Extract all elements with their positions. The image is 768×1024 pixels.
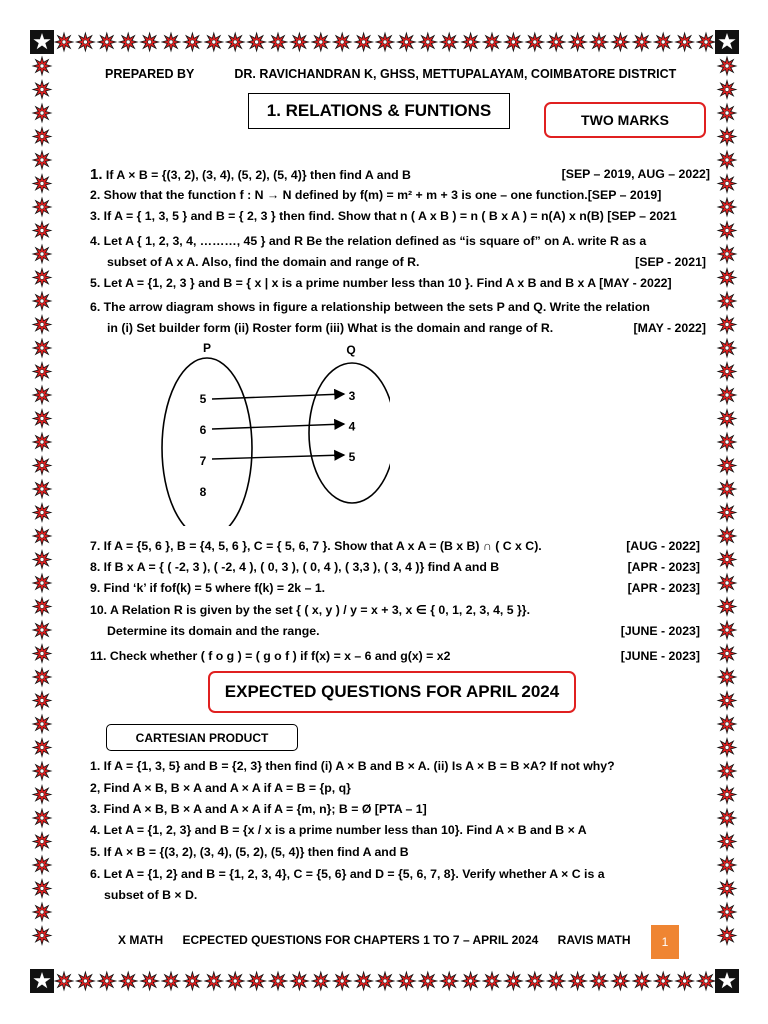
question-text: 11. Check whether ( f o g ) = ( g o f ) if f(x) = x – 6 and g(x) = x2 [90, 649, 451, 663]
question-line [90, 536, 710, 557]
red-star-icon [205, 33, 223, 51]
red-star-icon [419, 33, 437, 51]
red-star-icon [141, 33, 159, 51]
red-star-icon [718, 151, 736, 169]
question-text: 4. Let A { 1, 2, 3, 4, ………, 45 } and R Be the relation defined as “is square of” on A. write R as a [90, 234, 647, 248]
red-star-icon [397, 33, 415, 51]
red-star-icon [33, 151, 51, 169]
expected-question-item [90, 756, 710, 777]
question-item [90, 536, 710, 557]
red-star-icon [718, 715, 736, 733]
question-line [90, 646, 710, 667]
red-star-icon [269, 33, 287, 51]
set-p-label: P [202, 341, 212, 355]
exam-tag: [APR - 2023] [627, 581, 700, 595]
question-number: 1. [90, 166, 103, 183]
red-star-icon [526, 33, 544, 51]
question-text: 2, Find A × B, B × A and A × A if A = B = {p, q} [90, 781, 351, 795]
question-text: 5. If A × B = {(3, 2), (3, 4), (5, 2), (5, 4)} then find A and B [90, 845, 409, 859]
red-star-icon [355, 33, 373, 51]
red-star-icon [718, 668, 736, 686]
question-text: 3. If A = { 1, 3, 5 } and B = { 2, 3 } then find. Show that n ( A x B ) = n ( B x A ) = n(A) x n(B) [SEP – 2021 [90, 209, 677, 223]
red-star-icon [33, 222, 51, 240]
red-star-icon [718, 527, 736, 545]
red-star-icon [33, 574, 51, 592]
red-star-icon [33, 57, 51, 75]
red-star-icon [569, 972, 587, 990]
red-star-icon [697, 972, 715, 990]
question-line [90, 206, 710, 227]
set-q-label: Q [346, 343, 356, 357]
red-star-icon [547, 33, 565, 51]
set-p-ellipse [162, 358, 252, 526]
red-star-icon [718, 574, 736, 592]
red-star-icon [526, 972, 544, 990]
corner-star-icon [715, 30, 739, 54]
mapping-arrow-5-3 [212, 394, 344, 399]
cartesian-product-label: CARTESIAN PRODUCT [106, 724, 298, 751]
red-star-icon [718, 504, 736, 522]
red-star-icon [33, 175, 51, 193]
red-star-icon [462, 33, 480, 51]
red-star-icon [718, 57, 736, 75]
question-text: 8. If B x A = { ( -2, 3 ), ( -2, 4 ), ( 0, 3 ), ( 0, 4 ), ( 3,3 ), ( 3, 4 )} find A and B [90, 560, 500, 574]
red-star-icon [718, 457, 736, 475]
question-text: subset of A x A. Also, find the domain and range of R. [107, 255, 420, 269]
question-line [90, 621, 710, 642]
red-star-icon [718, 128, 736, 146]
red-star-icon [718, 739, 736, 757]
red-star-icon [269, 972, 287, 990]
red-star-icon [654, 972, 672, 990]
exam-tag: [JUNE - 2023] [620, 649, 700, 663]
mapping-arrow-7-5 [212, 455, 344, 459]
red-star-icon [654, 33, 672, 51]
exam-tag: [SEP - 2021] [635, 255, 706, 269]
red-star-icon [633, 33, 651, 51]
red-star-icon [718, 175, 736, 193]
corner-star-icon [30, 969, 54, 993]
question-line [90, 231, 710, 252]
red-star-icon [33, 433, 51, 451]
question-item [90, 164, 710, 186]
red-star-icon [419, 972, 437, 990]
two-marks-badge: TWO MARKS [544, 102, 706, 138]
red-star-icon [33, 786, 51, 804]
set-q-element: 5 [348, 450, 356, 464]
red-star-icon [333, 33, 351, 51]
red-star-icon [462, 972, 480, 990]
red-star-icon [718, 198, 736, 216]
red-star-icon [718, 222, 736, 240]
exam-tag: [APR - 2023] [627, 560, 700, 574]
red-star-icon [248, 33, 266, 51]
red-star-icon [33, 386, 51, 404]
red-star-icon [504, 972, 522, 990]
red-star-icon [718, 551, 736, 569]
red-star-icon [483, 972, 501, 990]
mapping-arrow-6-4 [212, 424, 344, 429]
red-star-icon [33, 833, 51, 851]
question-text: Determine its domain and the range. [107, 624, 320, 638]
red-star-icon [718, 833, 736, 851]
red-star-icon [55, 33, 73, 51]
question-text: subset of B × D. [104, 888, 198, 902]
red-star-icon [312, 33, 330, 51]
red-star-icon [33, 668, 51, 686]
red-star-icon [611, 972, 629, 990]
red-star-icon [33, 457, 51, 475]
red-star-icon [33, 762, 51, 780]
arrow-diagram [150, 336, 390, 526]
expected-question-item [90, 820, 710, 841]
question-line [90, 252, 710, 273]
question-text: 10. A Relation R is given by the set { ( x, y ) / y = x + 3, x ∈ { 0, 1, 2, 3, 4, 5 }}. [90, 603, 531, 617]
red-star-icon [376, 972, 394, 990]
red-star-icon [290, 33, 308, 51]
red-star-icon [33, 527, 51, 545]
red-star-icon [33, 504, 51, 522]
question-item [90, 297, 710, 339]
red-star-icon [141, 972, 159, 990]
prepared-by-header [105, 67, 676, 81]
question-line [90, 578, 710, 599]
exam-tag: [AUG - 2022] [626, 539, 700, 553]
set-q-element: 4 [348, 419, 356, 434]
red-star-icon [205, 972, 223, 990]
footer-subject: X MATH [118, 933, 164, 947]
red-star-icon [33, 198, 51, 216]
red-star-icon [718, 363, 736, 381]
red-star-icon [718, 81, 736, 99]
red-star-icon [33, 903, 51, 921]
red-star-icon [440, 33, 458, 51]
red-star-icon [33, 81, 51, 99]
red-star-icon [33, 739, 51, 757]
red-star-icon [590, 33, 608, 51]
red-star-icon [33, 363, 51, 381]
red-star-icon [355, 972, 373, 990]
red-star-icon [119, 972, 137, 990]
red-star-icon [33, 104, 51, 122]
red-star-icon [440, 972, 458, 990]
red-star-icon [718, 621, 736, 639]
exam-tag: [MAY - 2022] [633, 321, 706, 335]
question-line [90, 756, 710, 777]
corner-star-icon [715, 969, 739, 993]
red-star-icon [718, 786, 736, 804]
red-star-icon [33, 927, 51, 945]
red-star-icon [718, 809, 736, 827]
red-star-icon [226, 972, 244, 990]
red-star-icon [697, 33, 715, 51]
red-star-icon [676, 972, 694, 990]
question-text: in (i) Set builder form (ii) Roster form (iii) What is the domain and range of R. [107, 321, 554, 335]
author-credit: DR. RAVICHANDRAN K, GHSS, METTUPALAYAM, COIMBATORE DISTRICT [234, 67, 677, 81]
red-star-icon [397, 972, 415, 990]
red-star-icon [676, 33, 694, 51]
question-line [90, 820, 710, 841]
red-star-icon [33, 245, 51, 263]
page-number: 1 [651, 925, 679, 959]
red-star-icon [33, 316, 51, 334]
red-star-icon [718, 598, 736, 616]
set-p-element: 6 [199, 423, 207, 437]
red-star-icon [504, 33, 522, 51]
set-p-element: 7 [199, 454, 207, 468]
question-line [90, 600, 710, 621]
red-star-icon [718, 339, 736, 357]
red-star-icon [718, 692, 736, 710]
question-item [90, 557, 710, 578]
question-text: 9. Find ‘k’ if fof(k) = 5 where f(k) = 2k – 1. [90, 581, 326, 595]
red-star-icon [718, 880, 736, 898]
question-text: 6. Let A = {1, 2} and B = {1, 2, 3, 4}, C = {5, 6} and D = {5, 6, 7, 8}. Verify whether A × C is a [90, 867, 605, 881]
expected-question-item [90, 799, 710, 820]
question-text: 3. Find A × B, B × A and A × A if A = {m, n}; B = Ø [PTA – 1] [90, 802, 427, 816]
exam-tag: [JUNE - 2023] [620, 624, 700, 638]
red-star-icon [33, 856, 51, 874]
red-star-icon [483, 33, 501, 51]
red-star-icon [718, 927, 736, 945]
red-star-icon [162, 33, 180, 51]
red-star-icon [33, 692, 51, 710]
red-star-icon [33, 339, 51, 357]
corner-star-icon [30, 30, 54, 54]
question-text: 6. The arrow diagram shows in figure a relationship between the sets P and Q. Write the relation [90, 300, 650, 314]
red-star-icon [33, 715, 51, 733]
red-star-icon [33, 551, 51, 569]
red-star-icon [33, 269, 51, 287]
red-star-icon [248, 972, 266, 990]
expected-questions-heading: EXPECTED QUESTIONS FOR APRIL 2024 [208, 671, 576, 713]
red-star-icon [718, 762, 736, 780]
red-star-icon [718, 903, 736, 921]
red-star-icon [33, 410, 51, 428]
red-star-icon [718, 269, 736, 287]
red-star-icon [76, 972, 94, 990]
red-star-icon [33, 809, 51, 827]
red-star-icon [718, 386, 736, 404]
red-star-icon [718, 245, 736, 263]
set-p-element: 5 [199, 392, 207, 406]
red-star-icon [98, 972, 116, 990]
question-text: 2. Show that the function f : N → N defined by f(m) = m² + m + 3 is one – one function.[SEP – 2019] [90, 188, 662, 202]
red-star-icon [33, 598, 51, 616]
red-star-icon [33, 128, 51, 146]
red-star-icon [98, 33, 116, 51]
expected-question-item [90, 778, 710, 799]
red-star-icon [718, 645, 736, 663]
red-star-icon [33, 480, 51, 498]
set-p-element: 8 [199, 485, 207, 499]
question-line [90, 778, 710, 799]
page-footer [118, 933, 647, 947]
red-star-icon [162, 972, 180, 990]
red-star-icon [290, 972, 308, 990]
question-item [90, 646, 710, 667]
red-star-icon [76, 33, 94, 51]
red-star-icon [611, 33, 629, 51]
footer-brand: RAVIS MATH [557, 933, 631, 947]
red-star-icon [33, 621, 51, 639]
question-item [90, 578, 710, 599]
question-text: 7. If A = {5, 6 }, B = {4, 5, 6 }, C = { 5, 6, 7 }. Show that A x A = (B x B) ∩ ( C x C). [90, 539, 542, 553]
prepared-by-label: PREPARED BY [105, 67, 195, 81]
question-text: 5. Let A = {1, 2, 3 } and B = { x | x is a prime number less than 10 }. Find A x B and B x A [MAY - 2022] [90, 276, 672, 290]
question-line [90, 799, 710, 820]
red-star-icon [119, 33, 137, 51]
red-star-icon [226, 33, 244, 51]
red-star-icon [376, 33, 394, 51]
red-star-icon [718, 433, 736, 451]
red-star-icon [633, 972, 651, 990]
red-star-icon [718, 856, 736, 874]
question-text: 4. Let A = {1, 2, 3} and B = {x / x is a prime number less than 10}. Find A × B and B × A [90, 823, 587, 837]
question-line [90, 273, 710, 294]
question-line [90, 185, 710, 206]
red-star-icon [183, 33, 201, 51]
red-star-icon [718, 104, 736, 122]
question-item [90, 185, 710, 206]
question-line [90, 885, 710, 906]
red-star-icon [590, 972, 608, 990]
red-star-icon [33, 880, 51, 898]
red-star-icon [33, 292, 51, 310]
red-star-icon [333, 972, 351, 990]
question-line [90, 297, 710, 318]
set-q-element: 3 [348, 389, 356, 403]
red-star-icon [33, 645, 51, 663]
red-star-icon [312, 972, 330, 990]
chapter-title: 1. RELATIONS & FUNTIONS [248, 93, 510, 129]
question-item [90, 273, 710, 294]
question-item [90, 231, 710, 273]
red-star-icon [718, 316, 736, 334]
expected-question-item [90, 842, 710, 863]
question-item [90, 206, 710, 227]
expected-question-item [90, 864, 710, 906]
question-item [90, 600, 710, 642]
red-star-icon [718, 410, 736, 428]
red-star-icon [718, 480, 736, 498]
question-line [90, 842, 710, 863]
red-star-icon [569, 33, 587, 51]
question-line [90, 557, 710, 578]
footer-description: ECPECTED QUESTIONS FOR CHAPTERS 1 TO 7 – APRIL 2024 [182, 933, 539, 947]
red-star-icon [547, 972, 565, 990]
red-star-icon [55, 972, 73, 990]
question-text: 1. If A = {1, 3, 5} and B = {2, 3} then find (i) A × B and B × A. (ii) Is A × B = B ×A? If not why? [90, 759, 615, 773]
exam-tag: [SEP – 2019, AUG – 2022] [561, 167, 710, 181]
question-line [90, 864, 710, 885]
red-star-icon [718, 292, 736, 310]
question-text: If A × B = {(3, 2), (3, 4), (5, 2), (5, 4)} then find A and B [102, 168, 411, 182]
red-star-icon [183, 972, 201, 990]
